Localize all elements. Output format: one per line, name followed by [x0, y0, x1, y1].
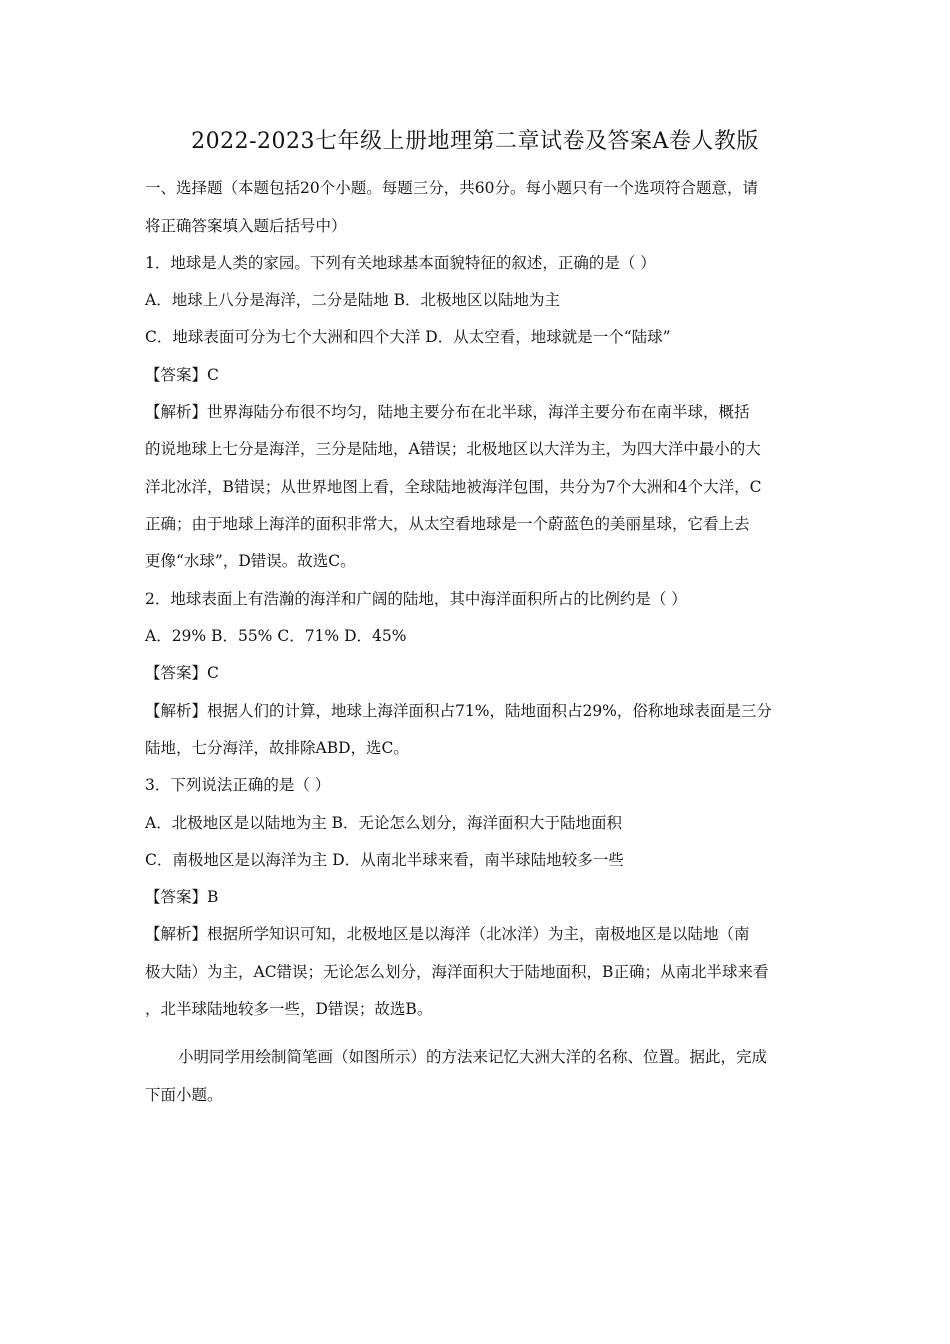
question-3-analysis-line: 极大陆）为主，AC错误；无论怎么划分，海洋面积大于陆地面积，B正确；从南北半球来看 — [145, 963, 769, 981]
question-1-analysis-line: 的说地球上七分是海洋，三分是陆地，A错误；北极地区以大洋为主，为四大洋中最小的大 — [145, 440, 761, 458]
question-1-analysis-line: 正确；由于地球上海洋的面积非常大，从太空看地球是一个蔚蓝色的美丽星球，它看上去 — [145, 515, 750, 533]
question-3-analysis-line: 【解析】根据所学知识可知，北极地区是以海洋（北冰洋）为主，南极地区是以陆地（南 — [145, 925, 750, 943]
question-3-stem: 3．下列说法正确的是（ ） — [145, 776, 331, 794]
question-3-options-cd: C．南极地区是以海洋为主 D．从南北半球来看，南半球陆地较多一些 — [145, 851, 624, 869]
question-1-stem: 1．地球是人类的家园。下列有关地球基本面貌特征的叙述，正确的是（ ） — [145, 254, 656, 272]
question-2-analysis-line: 【解析】根据人们的计算，地球上海洋面积占71%，陆地面积占29%，俗称地球表面是三分 — [145, 702, 772, 720]
question-1-analysis-line: 洋北冰洋，B错误；从世界地图上看，全球陆地被海洋包围，共分为7个大洲和4个大洋，C — [145, 478, 762, 496]
passage-line-2: 下面小题。 — [145, 1086, 223, 1104]
section-heading-line-1: 一、选择题（本题包括20个小题。每题三分，共60分。每小题只有一个选项符合题意，请 — [145, 179, 758, 197]
question-2-answer: 【答案】C — [145, 664, 219, 682]
question-2-options: A．29% B．55% C．71% D．45% — [145, 627, 407, 645]
question-2-analysis-line: 陆地，七分海洋，故排除ABD，选C。 — [145, 739, 409, 757]
question-3-analysis-line: ，北半球陆地较多一些，D错误；故选B。 — [145, 1000, 433, 1018]
question-1-options-cd: C．地球表面可分为七个大洲和四个大洋 D．从太空看，地球就是一个“陆球” — [145, 328, 671, 346]
question-1-analysis-line: 【解析】世界海陆分布很不均匀，陆地主要分布在北半球，海洋主要分布在南半球，概括 — [145, 403, 750, 421]
passage-line-1: 小明同学用绘制简笔画（如图所示）的方法来记忆大洲大洋的名称、位置。据此，完成 — [178, 1048, 768, 1066]
question-1-analysis-line: 更像“水球”，D错误。故选C。 — [145, 552, 356, 570]
document-title: 2022-2023七年级上册地理第二章试卷及答案A卷人教版 — [191, 129, 759, 154]
question-1-answer: 【答案】C — [145, 366, 219, 384]
section-heading-line-2: 将正确答案填入题后括号中） — [145, 217, 347, 235]
question-3-options-ab: A．北极地区是以陆地为主 B．无论怎么划分，海洋面积大于陆地面积 — [145, 814, 623, 832]
question-3-answer: 【答案】B — [145, 888, 219, 906]
question-2-stem: 2．地球表面上有浩瀚的海洋和广阔的陆地，其中海洋面积所占的比例约是（ ） — [145, 590, 687, 608]
question-1-options-ab: A．地球上八分是海洋，二分是陆地 B．北极地区以陆地为主 — [145, 291, 561, 309]
